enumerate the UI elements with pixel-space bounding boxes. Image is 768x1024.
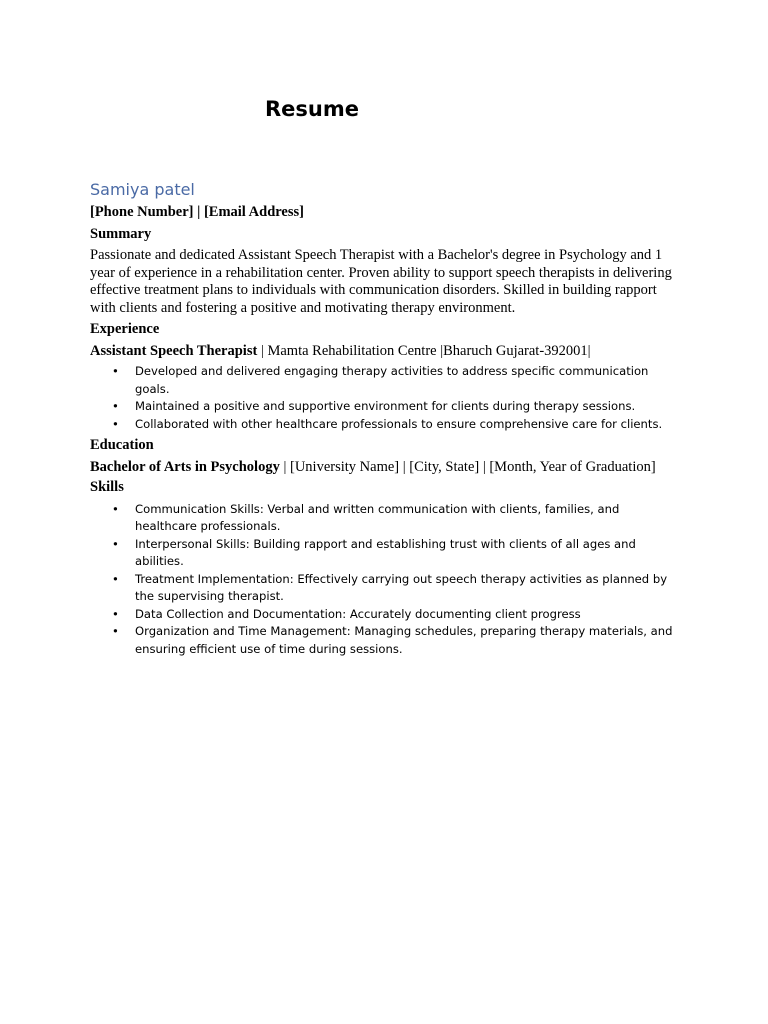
candidate-name: Samiya patel bbox=[90, 180, 195, 199]
education-line bbox=[90, 459, 680, 477]
document-title: Resume bbox=[265, 97, 359, 121]
bullet-icon: • bbox=[112, 536, 119, 551]
contact-line: [Phone Number] | [Email Address] bbox=[90, 204, 304, 220]
experience-bullet-text: Maintained a positive and supportive environment for clients during therapy sessions. bbox=[135, 399, 636, 413]
skill-bullet-text: Organization and Time Management: Managing schedules, preparing therapy materials, and ensuring efficient use of time during sessions. bbox=[135, 624, 673, 656]
list-item bbox=[90, 398, 680, 416]
list-item bbox=[90, 623, 680, 658]
experience-role-line bbox=[90, 343, 680, 361]
skill-bullet-text: Data Collection and Documentation: Accurately documenting client progress bbox=[135, 606, 581, 621]
experience-role-title: Assistant Speech Therapist bbox=[90, 342, 258, 359]
bullet-icon: • bbox=[112, 501, 119, 516]
list-item bbox=[90, 363, 680, 398]
experience-bullet-list bbox=[90, 363, 680, 433]
bullet-icon: • bbox=[112, 399, 119, 413]
skills-heading: Skills bbox=[90, 479, 124, 495]
bullet-icon: • bbox=[112, 606, 119, 621]
bullet-icon: • bbox=[112, 364, 119, 378]
skill-bullet-text: Treatment Implementation: Effectively carrying out speech therapy activities as planned by the supervising therapist. bbox=[135, 571, 668, 603]
bullet-icon: • bbox=[112, 571, 119, 586]
summary-text: Passionate and dedicated Assistant Speech Therapist with a Bachelor's degree in Psychology and 1 year of experience in a rehabilitation center. Proven ability to support speech therapists in delivering effective treatment plans to individuals with communication disorders. Skilled in building rapport with clients and fostering a positive and motivating therapy environment. bbox=[90, 247, 672, 316]
bullet-icon: • bbox=[112, 624, 119, 638]
list-item bbox=[90, 501, 680, 536]
experience-bullet-text: Developed and delivered engaging therapy activities to address specific communication goals. bbox=[135, 364, 649, 396]
list-item bbox=[90, 416, 680, 434]
experience-role-details: | Mamta Rehabilitation Centre |Bharuch Gujarat-392001| bbox=[257, 342, 591, 359]
skills-bullet-list bbox=[90, 501, 680, 659]
summary-heading: Summary bbox=[90, 225, 152, 242]
skill-bullet-text: Interpersonal Skills: Building rapport and establishing trust with clients of all ages and abilities. bbox=[135, 536, 636, 568]
list-item bbox=[90, 606, 680, 624]
list-item bbox=[90, 571, 680, 606]
list-item bbox=[90, 536, 680, 571]
education-details: | [University Name] | [City, State] | [Month, Year of Graduation] bbox=[279, 458, 656, 475]
experience-bullet-text: Collaborated with other healthcare professionals to ensure comprehensive care for clients. bbox=[135, 416, 663, 431]
resume-content bbox=[90, 178, 680, 662]
experience-heading: Experience bbox=[90, 321, 160, 337]
education-degree: Bachelor of Arts in Psychology bbox=[90, 458, 280, 475]
education-heading: Education bbox=[90, 437, 154, 453]
bullet-icon: • bbox=[112, 416, 119, 431]
skill-bullet-text: Communication Skills: Verbal and written communication with clients, families, and healthcare professionals. bbox=[135, 501, 620, 533]
